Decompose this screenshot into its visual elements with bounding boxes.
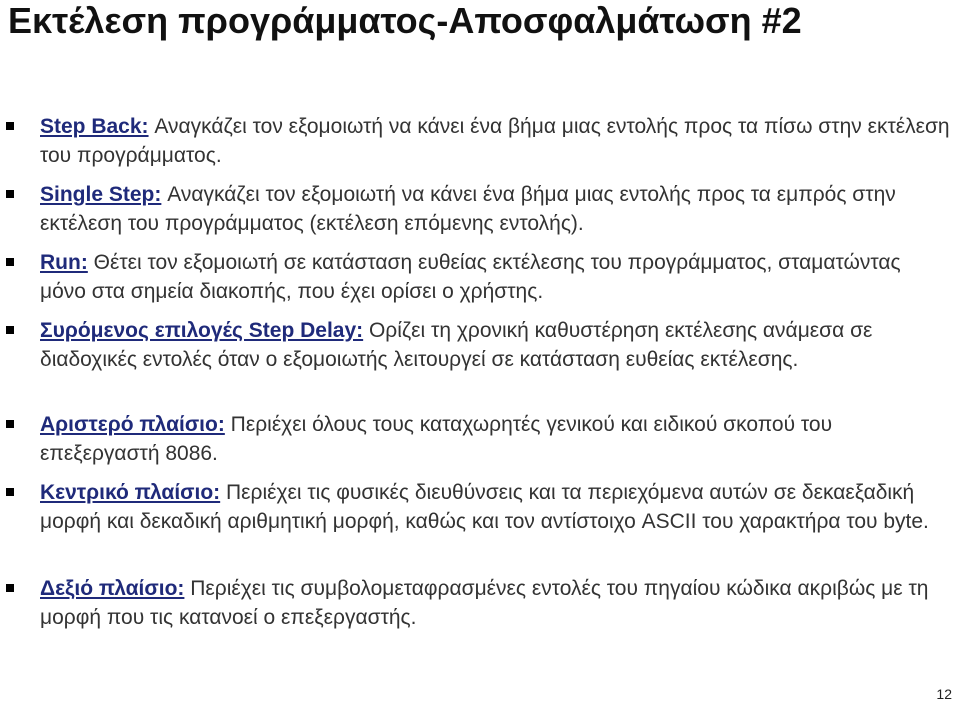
bullet-marker: [6, 488, 14, 496]
bullet-description: Αναγκάζει τον εξομοιωτή να κάνει ένα βήμα μιας εντολής προς τα εμπρός στην εκτέλεση του προγράμματος (εκτέλεση επόμενης εντολής).: [40, 183, 896, 235]
bullet-marker: [6, 326, 14, 334]
bullet-text: [40, 410, 952, 468]
bullet-marker: [6, 258, 14, 266]
bullet-description: Περιέχει τις φυσικές διευθύνσεις και τα περιεχόμενα αυτών σε δεκαεξαδική μορφή και δεκαδική αριθμητική μορφή, καθώς και τον αντίστοιχο ASCII του χαρακτήρα του byte.: [40, 481, 929, 533]
bullet-term: Αριστερό πλαίσιο:: [40, 413, 225, 436]
page-number: 12: [936, 686, 952, 702]
bullet-marker: [6, 420, 14, 428]
bullet-text: [40, 478, 952, 536]
bullet-marker: [6, 584, 14, 592]
bullet-term: Single Step:: [40, 183, 162, 206]
bullet-text: [40, 574, 952, 632]
bullet-text: [40, 316, 952, 374]
bullet-term: Δεξιό πλαίσιο:: [40, 577, 185, 600]
bullet-text: [40, 112, 952, 170]
bullet-marker: [6, 122, 14, 130]
bullet-description: Περιέχει τις συμβολομεταφρασμένες εντολές του πηγαίου κώδικα ακριβώς με τη μορφή που τις κατανοεί ο επεξεργαστής.: [40, 577, 929, 629]
bullet-text: [40, 180, 952, 238]
bullet-term: Step Back:: [40, 115, 149, 138]
bullet-description: Αναγκάζει τον εξομοιωτή να κάνει ένα βήμα μιας εντολής προς τα πίσω στην εκτέλεση του προγράμματος.: [40, 115, 950, 167]
bullet-marker: [6, 190, 14, 198]
bullet-term: Κεντρικό πλαίσιο:: [40, 481, 221, 504]
bullet-term: Συρόμενος επιλογές Step Delay:: [40, 319, 364, 342]
bullet-term: Run:: [40, 251, 88, 274]
bullet-text: [40, 248, 952, 306]
slide-title: Εκτέλεση προγράμματος-Αποσφαλμάτωση #2: [8, 0, 802, 41]
bullet-description: Θέτει τον εξομοιωτή σε κατάσταση ευθείας εκτέλεσης του προγράμματος, σταματώντας μόνο στα σημεία διακοπής, που έχει ορίσει ο χρήστης.: [40, 251, 901, 303]
bullet-description: Ορίζει τη χρονική καθυστέρηση εκτέλεσης ανάμεσα σε διαδοχικές εντολές όταν ο εξομοιωτής λειτουργεί σε κατάσταση ευθείας εκτέλεσης.: [40, 319, 873, 371]
bullet-description: Περιέχει όλους τους καταχωρητές γενικού και ειδικού σκοπού του επεξεργαστή 8086.: [40, 413, 833, 465]
